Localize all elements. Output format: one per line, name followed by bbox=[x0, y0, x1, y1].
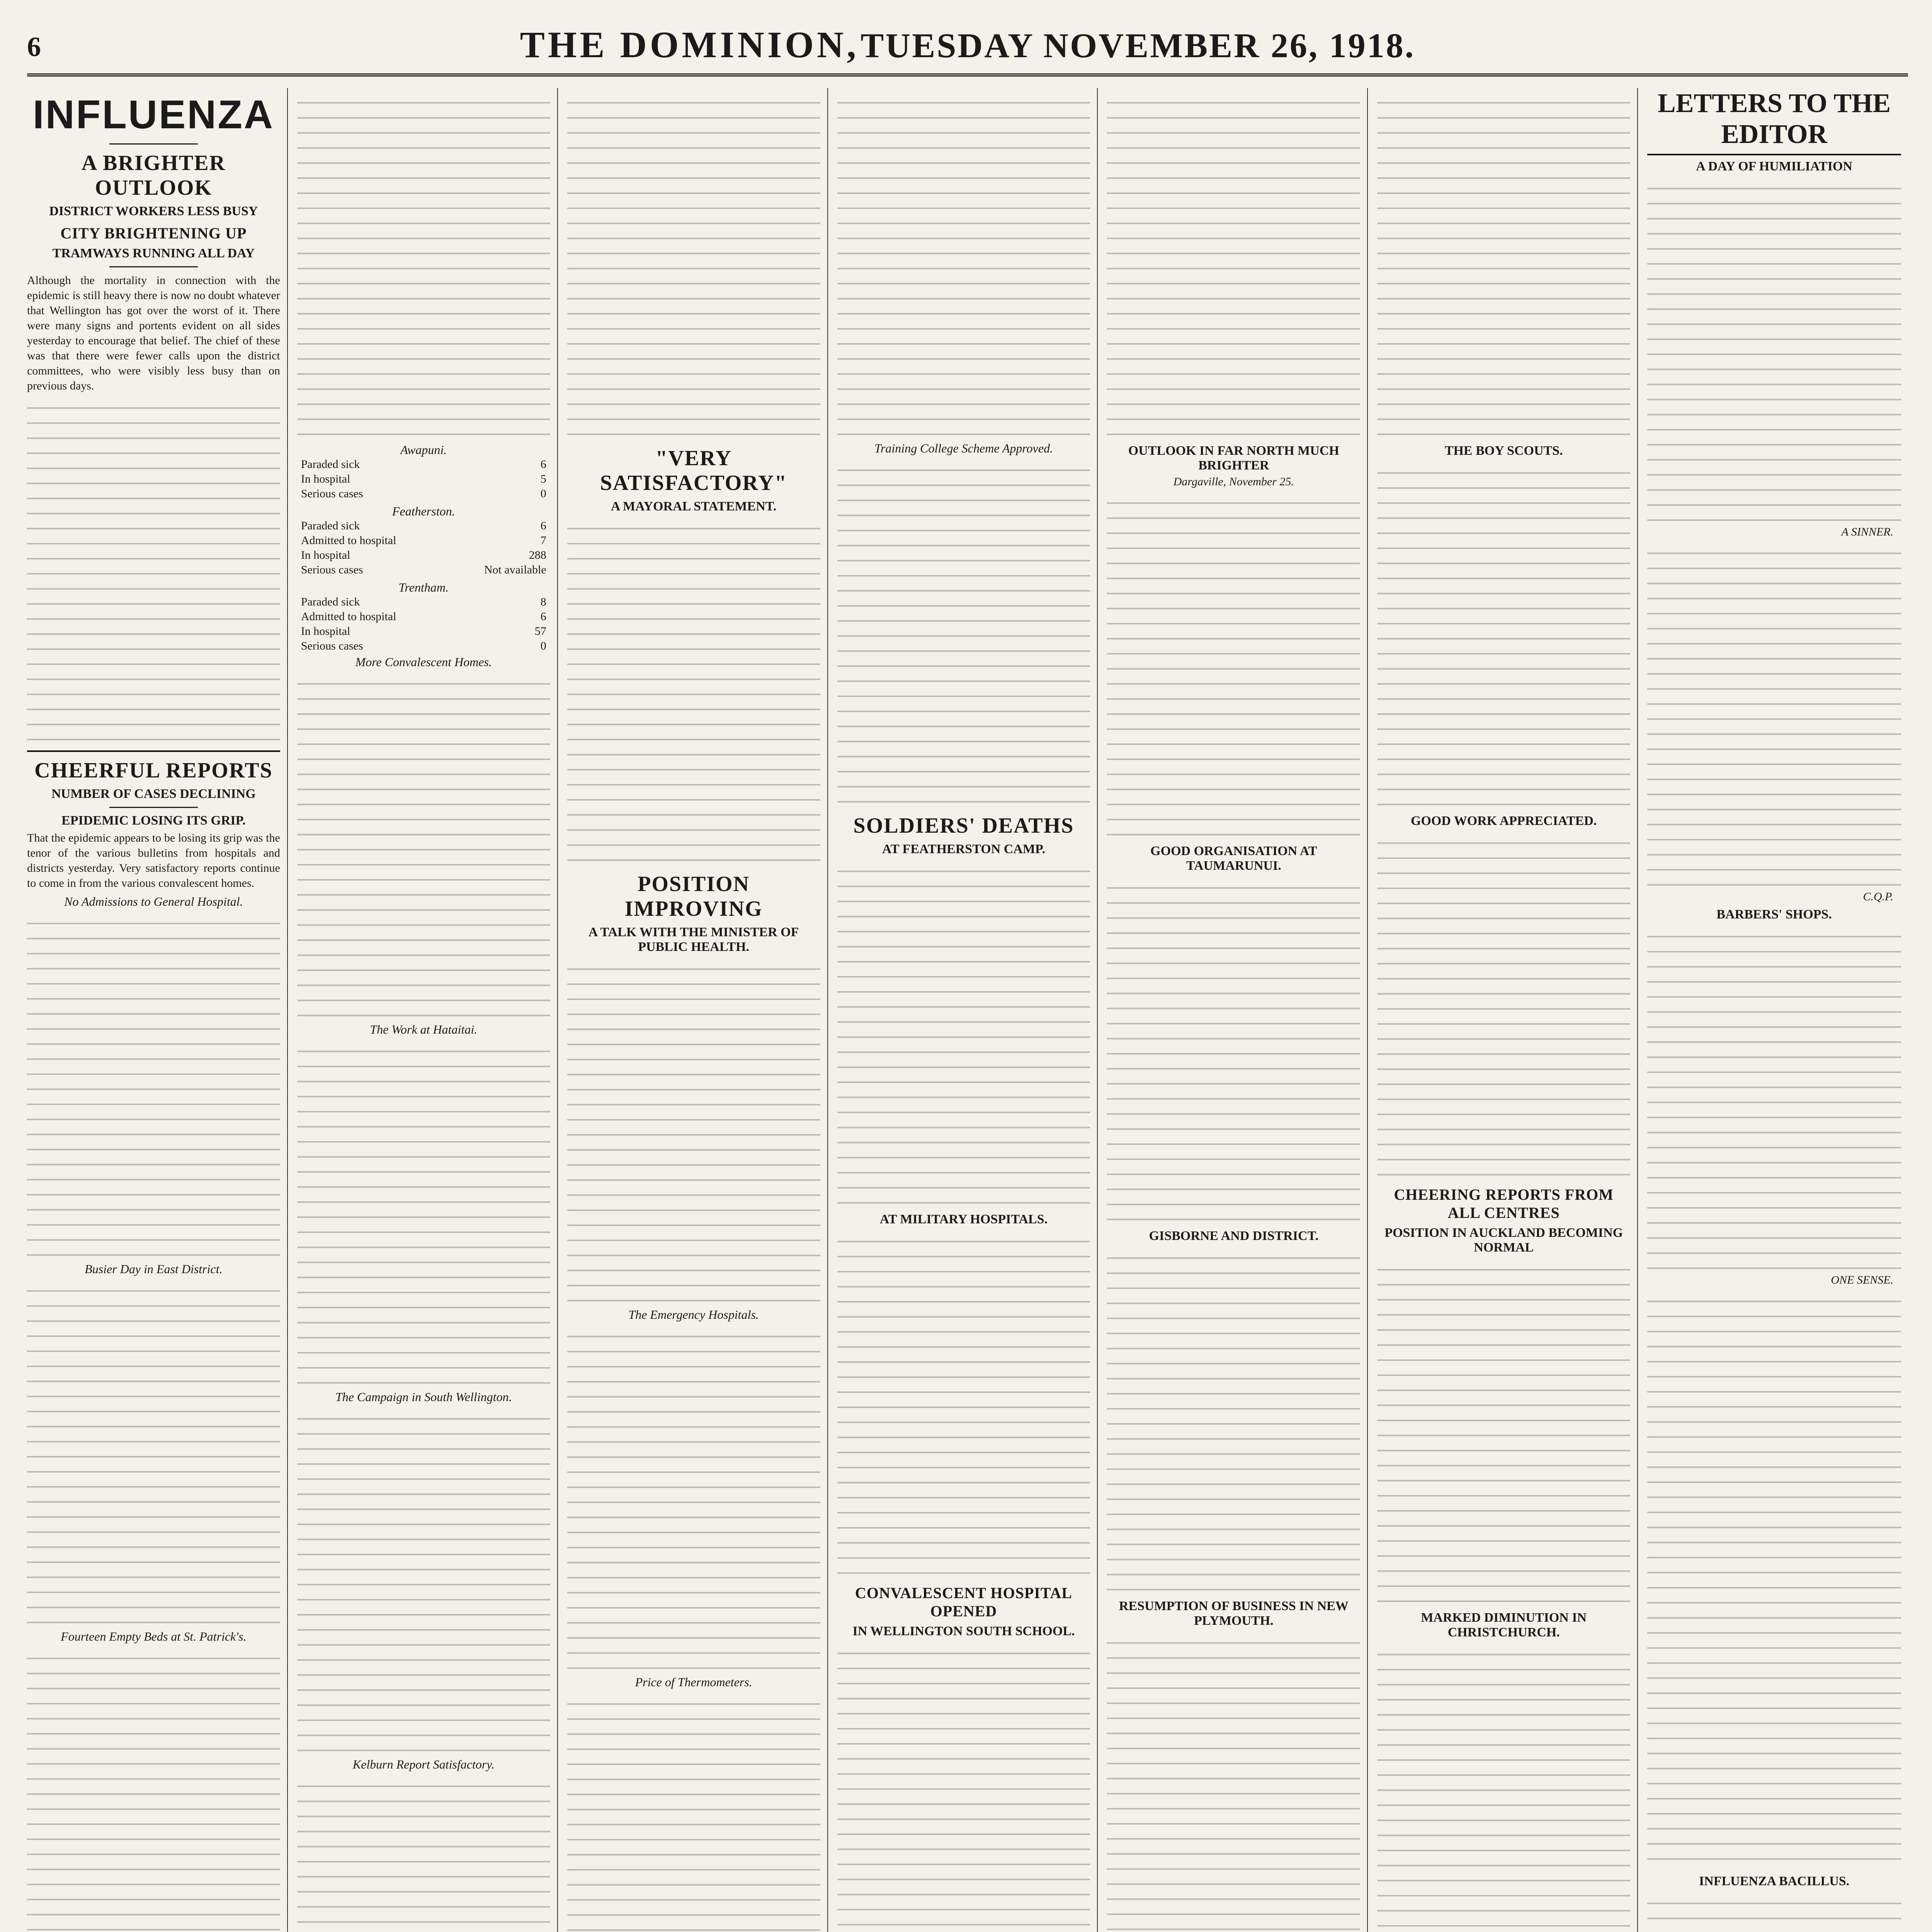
article-text-block bbox=[837, 92, 1090, 440]
row-label: Paraded sick bbox=[301, 595, 360, 608]
row-label: Serious cases bbox=[301, 487, 363, 500]
camp-table-featherston bbox=[297, 519, 550, 577]
article-text-block bbox=[567, 958, 820, 1306]
column-7 bbox=[1647, 88, 1908, 1932]
newspaper-title: THE DOMINION, bbox=[520, 24, 859, 65]
table-row bbox=[297, 563, 550, 577]
section-position-improving: POSITION IMPROVING bbox=[624, 872, 763, 921]
deck-brighter-outlook: A BRIGHTER OUTLOOK bbox=[81, 151, 226, 200]
section-gisborne: GISBORNE AND DISTRICT. bbox=[1149, 1229, 1319, 1243]
table-row bbox=[297, 486, 550, 501]
camp-table-title: Featherston. bbox=[392, 504, 455, 518]
article-text-block bbox=[1107, 1632, 1360, 1932]
article-text-block bbox=[567, 1693, 820, 1932]
article-text-block bbox=[837, 459, 1090, 807]
table-row bbox=[297, 624, 550, 639]
article-text-block bbox=[297, 1776, 550, 1932]
subhead: No Admissions to General Hospital. bbox=[64, 895, 243, 908]
column-3 bbox=[567, 88, 828, 1932]
article-text-block bbox=[1647, 926, 1901, 1274]
subhead: Kelburn Report Satisfactory. bbox=[352, 1757, 495, 1771]
row-label: In hospital bbox=[301, 549, 350, 561]
deck-city-brightening: CITY BRIGHTENING UP bbox=[60, 224, 247, 242]
column-6 bbox=[1377, 88, 1638, 1932]
section-new-plymouth: RESUMPTION OF BUSINESS IN NEW PLYMOUTH. bbox=[1119, 1599, 1349, 1628]
table-row bbox=[297, 609, 550, 624]
article-paragraph: Although the mortality in connection with the epidemic is still heavy there is now no doubt whatever that Wellington has got over the worst of it. There were many signs and portents evident on all sides yesterday to encourage that belief. The chief of these was that there were fewer calls upon the district committees, who were visibly less busy than on previous days. bbox=[27, 274, 280, 392]
subhead: Training College Scheme Approved. bbox=[874, 441, 1053, 455]
article-text-block bbox=[1647, 178, 1901, 526]
article-text-block bbox=[837, 1643, 1090, 1932]
headline-influenza: INFLUENZA bbox=[32, 92, 275, 137]
column-1 bbox=[27, 88, 288, 1932]
article-text-block bbox=[297, 673, 550, 1021]
row-value: 5 bbox=[540, 473, 546, 485]
column-4 bbox=[837, 88, 1098, 1932]
article-text-block bbox=[1647, 1291, 1901, 1870]
row-value: Not available bbox=[484, 563, 546, 576]
article-text-block bbox=[1107, 877, 1360, 1225]
divider bbox=[109, 807, 198, 808]
letter-signoff: ONE SENSE. bbox=[1831, 1274, 1893, 1286]
row-label: Paraded sick bbox=[301, 458, 360, 471]
row-value: 8 bbox=[540, 595, 546, 608]
subhead: Fourteen Empty Beds at St. Patrick's. bbox=[61, 1629, 247, 1643]
section-featherston-camp: AT FEATHERSTON CAMP. bbox=[882, 842, 1046, 856]
article-text-block bbox=[567, 518, 820, 866]
subhead: Price of Thermometers. bbox=[635, 1675, 752, 1689]
row-value: 6 bbox=[540, 610, 546, 623]
row-value: 57 bbox=[534, 625, 546, 638]
row-label: Admitted to hospital bbox=[301, 610, 396, 623]
row-value: 6 bbox=[540, 458, 546, 471]
section-military-hospitals: AT MILITARY HOSPITALS. bbox=[879, 1212, 1048, 1226]
table-row bbox=[297, 457, 550, 472]
row-label: Serious cases bbox=[301, 563, 363, 576]
article-text-block bbox=[297, 1408, 550, 1756]
letters-header: LETTERS TO THE EDITOR bbox=[1647, 88, 1901, 155]
article-text-block bbox=[1107, 1247, 1360, 1595]
section-good-work: GOOD WORK APPRECIATED. bbox=[1411, 814, 1597, 828]
section-wellington-south: IN WELLINGTON SOUTH SCHOOL. bbox=[852, 1624, 1075, 1638]
section-mayoral-statement: A MAYORAL STATEMENT. bbox=[611, 499, 777, 514]
subhead: More Convalescent Homes. bbox=[355, 655, 492, 669]
table-row bbox=[297, 595, 550, 609]
article-text-block bbox=[27, 913, 280, 1260]
row-value: 288 bbox=[529, 549, 546, 561]
table-row bbox=[297, 548, 550, 563]
deck-district-workers: DISTRICT WORKERS LESS BUSY bbox=[49, 204, 258, 218]
table-row bbox=[297, 519, 550, 533]
article-text-block bbox=[1107, 492, 1360, 840]
divider bbox=[109, 266, 198, 267]
section-taumarunui: GOOD ORGANISATION AT TAUMARUNUI. bbox=[1150, 844, 1317, 873]
column-5 bbox=[1107, 88, 1368, 1932]
camp-table-trentham bbox=[297, 595, 550, 653]
table-row bbox=[297, 533, 550, 548]
columns bbox=[27, 88, 1908, 1932]
row-value: 0 bbox=[540, 639, 546, 652]
section-convalescent-hospital: CONVALESCENT HOSPITAL OPENED bbox=[855, 1584, 1073, 1620]
table-row bbox=[297, 639, 550, 653]
section-cheering-reports: CHEERING REPORTS FROM ALL CENTRES bbox=[1394, 1186, 1614, 1221]
article-text-block bbox=[567, 1326, 820, 1673]
row-value: 6 bbox=[540, 519, 546, 532]
article-text-block bbox=[1377, 1644, 1630, 1932]
letter-title: BARBERS' SHOPS. bbox=[1716, 907, 1832, 922]
camp-table-title: Awapuni. bbox=[400, 443, 447, 457]
subhead: Busier Day in East District. bbox=[85, 1262, 223, 1276]
camp-table-title: Trentham. bbox=[398, 580, 449, 594]
article-paragraph: That the epidemic appears to be losing its grip was the tenor of the various bulletins from hospitals and districts yesterday. Very satisfactory reports continue to come in from the various convalescent homes. bbox=[27, 832, 280, 889]
masthead bbox=[27, 15, 1908, 77]
subhead: The Emergency Hospitals. bbox=[628, 1308, 759, 1321]
article-text-block bbox=[297, 92, 550, 440]
row-value: 7 bbox=[540, 534, 546, 547]
table-row bbox=[297, 472, 550, 486]
deck-tramways: TRAMWAYS RUNNING ALL DAY bbox=[52, 246, 255, 260]
article-text-block bbox=[567, 92, 820, 440]
divider bbox=[27, 750, 280, 752]
article-text-block bbox=[837, 861, 1090, 1208]
article-text-block bbox=[1107, 92, 1360, 440]
section-losing-grip: EPIDEMIC LOSING ITS GRIP. bbox=[61, 813, 246, 828]
page-number: 6 bbox=[27, 31, 41, 62]
column-2 bbox=[297, 88, 558, 1932]
article-text-block bbox=[1377, 92, 1630, 440]
letter-title: A DAY OF HUMILIATION bbox=[1696, 159, 1852, 173]
advert-influenza-bacillus: INFLUENZA BACILLUS. bbox=[1699, 1874, 1850, 1888]
row-value: 0 bbox=[540, 487, 546, 500]
section-soldiers-deaths: SOLDIERS' DEATHS bbox=[853, 814, 1074, 838]
article-text-block bbox=[1377, 1259, 1630, 1607]
section-boy-scouts: THE BOY SCOUTS. bbox=[1444, 444, 1563, 458]
row-label: Paraded sick bbox=[301, 519, 360, 532]
row-label: In hospital bbox=[301, 473, 350, 485]
subhead: The Work at Hataitai. bbox=[370, 1022, 478, 1036]
section-auckland-normal: POSITION IN AUCKLAND BECOMING NORMAL bbox=[1384, 1226, 1623, 1255]
divider bbox=[109, 143, 198, 145]
letter-signoff: A SINNER. bbox=[1841, 526, 1893, 538]
section-cases-declining: NUMBER OF CASES DECLINING bbox=[51, 787, 256, 801]
subhead: The Campaign in South Wellington. bbox=[335, 1390, 512, 1404]
article-text-block bbox=[27, 397, 280, 745]
dateline: Dargaville, November 25. bbox=[1173, 475, 1294, 488]
article-text-block bbox=[27, 1280, 280, 1628]
row-label: Admitted to hospital bbox=[301, 534, 396, 547]
article-text-block bbox=[1377, 832, 1630, 1180]
letter-signoff: C.Q.P. bbox=[1863, 890, 1893, 903]
section-cheerful-reports: CHEERFUL REPORTS bbox=[34, 759, 273, 782]
article-text-block bbox=[837, 1231, 1090, 1578]
article-text-block bbox=[1377, 462, 1630, 810]
section-talk-minister: A TALK WITH THE MINISTER OF PUBLIC HEALTH. bbox=[588, 925, 799, 954]
section-very-satisfactory: "VERY SATISFACTORY" bbox=[600, 446, 787, 495]
article-text-block bbox=[297, 1041, 550, 1388]
article-text-block bbox=[1647, 543, 1901, 890]
section-christchurch: MARKED DIMINUTION IN CHRISTCHURCH. bbox=[1421, 1611, 1587, 1639]
article-text-block bbox=[27, 1648, 280, 1932]
section-far-north: OUTLOOK IN FAR NORTH MUCH BRIGHTER bbox=[1128, 444, 1339, 473]
row-label: Serious cases bbox=[301, 639, 363, 652]
article-text-block bbox=[1647, 1893, 1901, 1932]
row-label: In hospital bbox=[301, 625, 350, 638]
issue-date: TUESDAY NOVEMBER 26, 1918. bbox=[861, 26, 1415, 65]
camp-table-awapuni bbox=[297, 457, 550, 501]
